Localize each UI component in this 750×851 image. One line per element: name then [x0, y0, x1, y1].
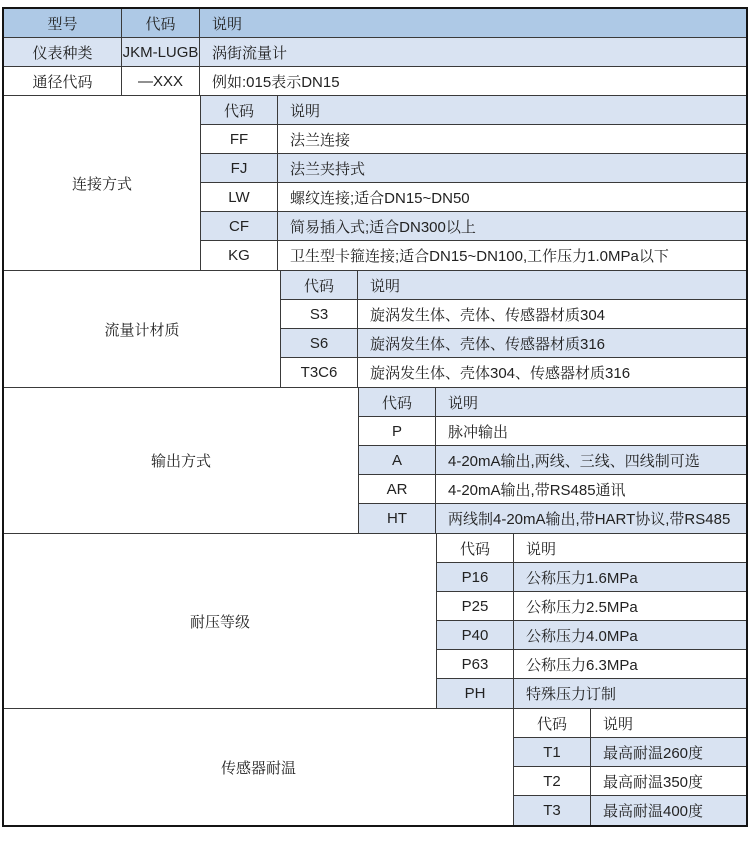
sub-header-code: 代码: [201, 96, 278, 124]
table-row: [281, 300, 746, 329]
sub-header-desc: 说明: [526, 540, 557, 558]
sub-header-desc: 说明: [603, 715, 634, 733]
table-row: [514, 767, 746, 796]
desc-cell: 法兰连接: [290, 131, 351, 149]
table-row: [514, 738, 746, 767]
desc-cell: 卫生型卡箍连接;适合DN15~DN100,工作压力1.0MPa以下: [290, 248, 669, 265]
table-row: [359, 504, 746, 533]
table-row: [281, 329, 746, 358]
table-row: [437, 621, 746, 650]
code-cell: PH: [437, 679, 514, 708]
sub-header-row: [437, 534, 746, 563]
code-cell: LW: [201, 183, 278, 211]
desc-cell: 螺纹连接;适合DN15~DN50: [290, 189, 470, 207]
section-label-connection-type: 连接方式: [4, 96, 201, 270]
desc-cell: 最高耐温350度: [603, 773, 704, 791]
desc-cell: 特殊压力订制: [526, 686, 617, 703]
section-pressure-rating: [4, 534, 746, 709]
table-row: [201, 154, 746, 183]
header-desc: 说明: [212, 15, 243, 33]
code-cell: P25: [437, 592, 514, 620]
table-row: [359, 446, 746, 475]
table-row: [281, 358, 746, 387]
desc-cell: 4-20mA输出,带RS485通讯: [448, 481, 626, 499]
sub-header-desc: 说明: [290, 102, 321, 120]
section-label-pressure-rating: 耐压等级: [4, 534, 437, 708]
row-label: 仪表种类: [4, 38, 122, 66]
sub-header-row: [281, 271, 746, 300]
sub-header-desc: 说明: [448, 394, 479, 412]
code-cell: HT: [359, 504, 436, 533]
table-row: [201, 241, 746, 270]
table-row: [514, 796, 746, 825]
row-label: 通径代码: [4, 67, 122, 95]
desc-cell: 最高耐温400度: [603, 803, 704, 820]
sub-header-desc: 说明: [370, 277, 401, 295]
code-cell: KG: [201, 241, 278, 270]
section-connection-type: [4, 96, 746, 271]
table-row: [437, 563, 746, 592]
desc-cell: 公称压力2.5MPa: [526, 598, 638, 616]
code-cell: FJ: [201, 154, 278, 182]
code-cell: CF: [201, 212, 278, 240]
desc-cell: 公称压力1.6MPa: [526, 569, 638, 587]
desc-cell: 公称压力4.0MPa: [526, 627, 638, 645]
row-code: —XXX: [122, 67, 200, 95]
code-cell: T3C6: [281, 358, 358, 387]
row-desc: 例如:015表示DN15: [212, 73, 340, 91]
table-row: [359, 417, 746, 446]
desc-cell: 公称压力6.3MPa: [526, 656, 638, 674]
sub-header-code: 代码: [514, 709, 591, 737]
sub-header-row: [201, 96, 746, 125]
code-cell: A: [359, 446, 436, 474]
desc-cell: 两线制4-20mA输出,带HART协议,带RS485: [448, 511, 731, 528]
row-desc: 涡街流量计: [212, 44, 288, 62]
sub-header-code: 代码: [281, 271, 358, 299]
code-cell: P63: [437, 650, 514, 678]
desc-cell: 简易插入式;适合DN300以上: [290, 218, 476, 236]
header-row: [4, 9, 746, 38]
table-row: [359, 475, 746, 504]
table-row: [437, 679, 746, 708]
code-cell: S6: [281, 329, 358, 357]
code-cell: T3: [514, 796, 591, 825]
code-cell: S3: [281, 300, 358, 328]
code-cell: T2: [514, 767, 591, 795]
table-row: [201, 212, 746, 241]
table-row: [201, 125, 746, 154]
row-code: JKM-LUGB: [122, 38, 200, 66]
section-flowmeter-material: [4, 271, 746, 388]
desc-cell: 4-20mA输出,两线、三线、四线制可选: [448, 452, 700, 470]
desc-cell: 旋涡发生体、壳体304、传感器材质316: [370, 365, 631, 382]
code-cell: AR: [359, 475, 436, 503]
table-row: [201, 183, 746, 212]
code-cell: FF: [201, 125, 278, 153]
desc-cell: 旋涡发生体、壳体、传感器材质316: [370, 335, 606, 353]
sub-header-code: 代码: [359, 388, 436, 416]
code-cell: P16: [437, 563, 514, 591]
desc-cell: 旋涡发生体、壳体、传感器材质304: [370, 306, 606, 324]
flowmeter-spec-table: [2, 7, 748, 827]
section-sensor-temperature: [4, 709, 746, 825]
header-code: 代码: [122, 9, 200, 37]
table-row-instrument-type: [4, 38, 746, 67]
section-label-flowmeter-material: 流量计材质: [4, 271, 281, 387]
sub-header-row: [514, 709, 746, 738]
section-label-sensor-temperature: 传感器耐温: [4, 709, 514, 825]
table-row-diameter-code: [4, 67, 746, 96]
table-row: [437, 592, 746, 621]
section-output-mode: [4, 388, 746, 534]
table-row: [437, 650, 746, 679]
code-cell: T1: [514, 738, 591, 766]
section-label-output-mode: 输出方式: [4, 388, 359, 533]
header-model: 型号: [4, 9, 122, 37]
desc-cell: 最高耐温260度: [603, 744, 704, 762]
desc-cell: 法兰夹持式: [290, 160, 366, 178]
sub-header-code: 代码: [437, 534, 514, 562]
sub-header-row: [359, 388, 746, 417]
code-cell: P40: [437, 621, 514, 649]
code-cell: P: [359, 417, 436, 445]
desc-cell: 脉冲输出: [448, 423, 509, 441]
